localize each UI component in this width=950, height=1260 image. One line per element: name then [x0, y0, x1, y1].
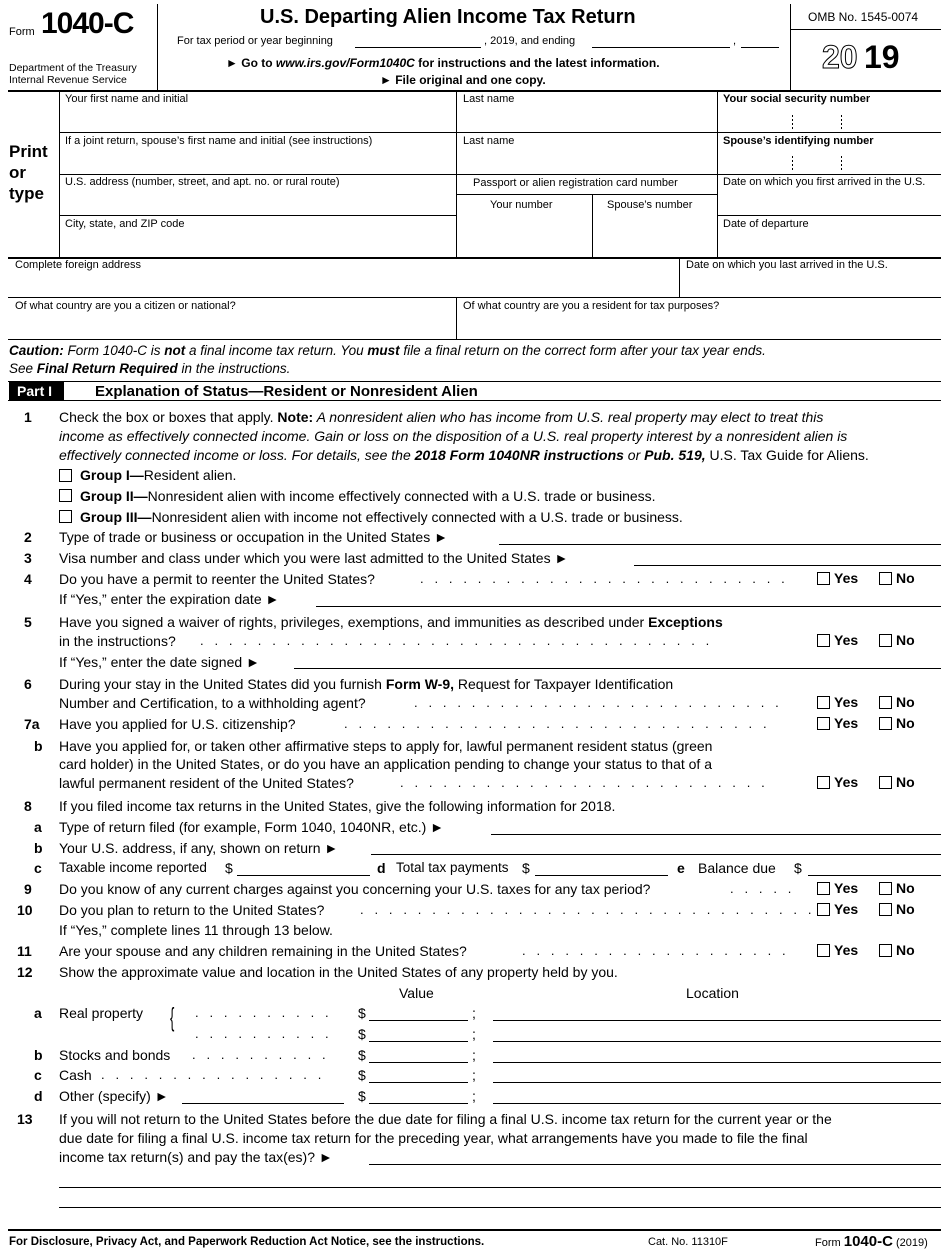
print-or-type: Print or type [9, 142, 48, 203]
line-8e-text: Balance due [698, 860, 776, 876]
balance-due-field[interactable] [808, 875, 941, 876]
line-12c-text: Cash [59, 1067, 92, 1083]
line-12a1-semi: ; [472, 1005, 476, 1021]
last-name-field[interactable] [457, 106, 717, 132]
line-12a-num: a [34, 1005, 42, 1021]
line-12c-leader: . . . . . . . . . . . . . . . . [101, 1067, 322, 1082]
line-12a-leader-1: . . . . . . . . . . [195, 1005, 329, 1020]
line-5-no-checkbox[interactable] [879, 634, 892, 647]
cash-location-field[interactable] [493, 1082, 941, 1083]
line-8-num: 8 [24, 798, 32, 814]
citizen-field[interactable] [9, 313, 456, 339]
line-11-num: 11 [17, 943, 32, 959]
line-7a-num: 7a [24, 716, 40, 732]
other-location-field[interactable] [493, 1103, 941, 1104]
line-10-yes-label: Yes [834, 901, 859, 917]
line-1-text-c: effectively connected income or loss. For details, see the 2018 Form 1040NR instructions or Pub. 519, U.S. Tax Guide for Aliens. [59, 447, 869, 463]
line-7b-leader: . . . . . . . . . . . . . . . . . . . . . . . . . . [400, 775, 765, 790]
line-7a-yes-label: Yes [834, 715, 859, 731]
line-4-num: 4 [24, 571, 32, 587]
line-10-yes-checkbox[interactable] [817, 903, 830, 916]
waiver-date-field[interactable] [294, 668, 941, 669]
foreign-address-label: Complete foreign address [15, 259, 141, 271]
line-7a-yes-checkbox[interactable] [817, 717, 830, 730]
line-6-text-b: Number and Certification, to a withholding agent? [59, 695, 366, 711]
line-12b-dollar: $ [358, 1047, 366, 1063]
line-12-text: Show the approximate value and location in the United States of any property held by you. [59, 964, 618, 980]
your-number-label: Your number [490, 199, 553, 211]
line-10-text: Do you plan to return to the United States? [59, 902, 325, 918]
return-type-field[interactable] [491, 834, 941, 835]
line-9-leader: . . . . . [730, 881, 792, 896]
line-7b-text-c: lawful permanent resident of the United States? [59, 775, 354, 791]
line-12b-semi: ; [472, 1047, 476, 1063]
other-specify-field[interactable] [182, 1103, 344, 1104]
line-12c-num: c [34, 1067, 42, 1083]
line-10-no-checkbox[interactable] [879, 903, 892, 916]
line-12a1-dollar: $ [358, 1005, 366, 1021]
line-7b-yes-label: Yes [834, 774, 859, 790]
spouse-id-field[interactable] [718, 148, 941, 174]
line-11-yes-label: Yes [834, 942, 859, 958]
period-end-field[interactable] [592, 47, 730, 48]
line-13-text-c: income tax return(s) and pay the tax(es)? ► [59, 1149, 333, 1165]
year-outline: 20 [822, 39, 858, 75]
line-9-yes-label: Yes [834, 880, 859, 896]
line-5-yes-label: Yes [834, 632, 859, 648]
spouse-first-name-field[interactable] [60, 148, 456, 174]
line-10-num: 10 [17, 902, 33, 918]
ssn-label: Your social security number [723, 93, 871, 105]
line-12d-semi: ; [472, 1088, 476, 1104]
line-10-sub: If “Yes,” complete lines 11 through 13 below. [59, 922, 333, 938]
line-7b-text-a: Have you applied for, or taken other affirmative steps to apply for, lawful permanent resident status (green [59, 738, 713, 754]
first-arrived-field[interactable] [718, 189, 941, 215]
line-13-text-a: If you will not return to the United States before the due date for filing a final U.S. income tax return for the current year or the [59, 1111, 832, 1127]
omb-number: OMB No. 1545-0074 [808, 10, 919, 24]
part-title: Explanation of Status—Resident or Nonresident Alien [95, 383, 478, 400]
line-6-yes-checkbox[interactable] [817, 696, 830, 709]
line-11-yes-checkbox[interactable] [817, 944, 830, 957]
line-7b-text-b: card holder) in the United States, or do you have an application pending to change your status to that of a [59, 756, 712, 772]
value-header: Value [399, 985, 434, 1001]
line-7b-no-label: No [896, 774, 915, 790]
part-tag: Part I [9, 382, 64, 400]
line-1-num: 1 [24, 409, 32, 425]
line-9-num: 9 [24, 881, 32, 897]
line-7b-num: b [34, 738, 43, 754]
brace-icon: { [170, 1002, 175, 1032]
line-11-no-label: No [896, 942, 915, 958]
period-comma: , [733, 35, 737, 47]
us-address-field[interactable] [60, 189, 456, 215]
stocks-value-field[interactable] [369, 1062, 468, 1063]
footer-form: Form 1040-C (2019) [815, 1233, 928, 1250]
line-12c-dollar: $ [358, 1067, 366, 1083]
line-8b-text: Your U.S. address, if any, shown on return ► [59, 840, 339, 856]
line-5-text-a: Have you signed a waiver of rights, privileges, exemptions, and immunities as described under Exceptions [59, 614, 723, 630]
other-value-field[interactable] [369, 1103, 468, 1104]
spouse-last-name-field[interactable] [457, 148, 717, 174]
year-bold: 19 [864, 39, 900, 75]
line-5-yes-checkbox[interactable] [817, 634, 830, 647]
line-4-yes-checkbox[interactable] [817, 572, 830, 585]
line-4-no-checkbox[interactable] [879, 572, 892, 585]
spouse-number-label: Spouse’s number [607, 199, 693, 211]
return-address-field[interactable] [371, 854, 941, 855]
period-mid: , 2019, and ending [484, 35, 576, 47]
line-1-text-a: Check the box or boxes that apply. Note: A nonresident alien who has income from U.S. real property may elect to treat this [59, 409, 824, 425]
form-word: Form [9, 26, 35, 38]
taxable-income-field[interactable] [237, 875, 370, 876]
line-12b-leader: . . . . . . . . . . [192, 1047, 326, 1062]
line-12a2-dollar: $ [358, 1026, 366, 1042]
line-12d-dollar: $ [358, 1088, 366, 1104]
line-6-num: 6 [24, 676, 32, 692]
line-7b-yes-checkbox[interactable] [817, 776, 830, 789]
line-4-leader: . . . . . . . . . . . . . . . . . . . . . . . . . . [420, 571, 785, 586]
line-8e-num: e [677, 860, 685, 876]
line-11-text: Are your spouse and any children remaining in the United States? [59, 943, 467, 959]
line-7b-no-checkbox[interactable] [879, 776, 892, 789]
line-13-num: 13 [17, 1111, 33, 1127]
line-12d-text: Other (specify) ► [59, 1088, 169, 1104]
line-12b-num: b [34, 1047, 43, 1063]
line-8a-text: Type of return filed (for example, Form 1040, 1040NR, etc.) ► [59, 819, 445, 835]
period-prefix: For tax period or year beginning [177, 35, 333, 47]
last-arrived-field[interactable] [680, 272, 941, 298]
real-property-location-2[interactable] [493, 1041, 941, 1042]
line-6-text-a: During your stay in the United States did you furnish Form W-9, Request for Taxpayer Identification [59, 676, 674, 692]
departure-label: Date of departure [723, 218, 809, 230]
departure-field[interactable] [718, 231, 941, 257]
line-5-leader: . . . . . . . . . . . . . . . . . . . . . . . . . . . . . . . . . . . . [200, 633, 710, 648]
real-property-location-1[interactable] [493, 1020, 941, 1021]
occupation-field[interactable] [499, 544, 941, 545]
line-4-yes-label: Yes [834, 570, 859, 586]
line-12a2-semi: ; [472, 1026, 476, 1042]
line-8d-dollar: $ [522, 860, 530, 876]
line-13-text-b: due date for filing a final U.S. income tax return for the preceding year, what arrangements have you made to file the final [59, 1130, 808, 1146]
arrangements-field-1[interactable] [369, 1164, 941, 1165]
stocks-location-field[interactable] [493, 1062, 941, 1063]
line-3-text: Visa number and class under which you were last admitted to the United States ► [59, 550, 569, 566]
line-12c-semi: ; [472, 1067, 476, 1083]
footer-notice: For Disclosure, Privacy Act, and Paperwork Reduction Act Notice, see the instructions. [9, 1236, 485, 1248]
location-header: Location [686, 985, 739, 1001]
city-label: City, state, and ZIP code [65, 218, 185, 230]
line-1-text-b: income as effectively connected income. Gain or loss on the disposition of a U.S. real property interest by a nonresident alien is [59, 428, 848, 444]
real-property-value-2[interactable] [369, 1041, 468, 1042]
period-begin-field[interactable] [355, 47, 481, 48]
goto-line: ► Go to www.irs.gov/Form1040C for instructions and the latest information. [226, 56, 660, 70]
line-8b-num: b [34, 840, 43, 856]
line-12a-text: Real property [59, 1005, 144, 1021]
line-8c-dollar: $ [225, 860, 233, 876]
caution-line-2: See Final Return Required in the instructions. [9, 361, 291, 376]
group-2-label: Group II—Nonresident alien with income effectively connected with a U.S. trade or business. [80, 488, 656, 504]
spouse-last-name-label: Last name [463, 135, 515, 147]
line-6-leader: . . . . . . . . . . . . . . . . . . . . . . . . . . [414, 695, 779, 710]
line-6-yes-label: Yes [834, 694, 859, 710]
passport-label: Passport or alien registration card number [473, 177, 678, 189]
spouse-passport-number-field[interactable] [593, 215, 717, 257]
group-1-checkbox[interactable] [59, 469, 72, 482]
city-field[interactable] [60, 231, 456, 257]
line-12d-num: d [34, 1088, 43, 1104]
line-9-text: Do you know of any current charges against you concerning your U.S. taxes for any tax period? [59, 881, 651, 897]
line-5-num: 5 [24, 614, 32, 630]
resident-field[interactable] [457, 313, 941, 339]
line-7a-text: Have you applied for U.S. citizenship? [59, 716, 296, 732]
line-8c-text: Taxable income reported [59, 860, 207, 875]
ssn-field[interactable] [718, 106, 941, 132]
line-7a-no-checkbox[interactable] [879, 717, 892, 730]
line-9-yes-checkbox[interactable] [817, 882, 830, 895]
line-4-sub: If “Yes,” enter the expiration date ► [59, 591, 280, 607]
line-8d-text: Total tax payments [396, 860, 509, 875]
line-10-leader: . . . . . . . . . . . . . . . . . . . . . . . . . . . . . . . . [360, 902, 812, 917]
cash-value-field[interactable] [369, 1082, 468, 1083]
permit-expiration-field[interactable] [316, 606, 941, 607]
tax-payments-field[interactable] [535, 875, 668, 876]
line-2-text: Type of trade or business or occupation in the United States ► [59, 529, 448, 545]
line-5-no-label: No [896, 632, 915, 648]
group-3-checkbox[interactable] [59, 510, 72, 523]
line-12-num: 12 [17, 964, 33, 980]
line-9-no-label: No [896, 880, 915, 896]
period-year-field[interactable] [741, 47, 779, 48]
your-passport-number-field[interactable] [457, 215, 592, 257]
line-6-no-checkbox[interactable] [879, 696, 892, 709]
dept-treasury: Department of the Treasury [9, 62, 137, 74]
caution-line-1: Caution: Form 1040-C is not a final income tax return. You must file a final return on the correct form after your tax year ends. [9, 343, 766, 358]
line-8a-num: a [34, 819, 42, 835]
resident-label: Of what country are you a resident for tax purposes? [463, 300, 720, 312]
form-title: U.S. Departing Alien Income Tax Return [260, 6, 636, 28]
line-5-sub: If “Yes,” enter the date signed ► [59, 654, 260, 670]
line-8e-dollar: $ [794, 860, 802, 876]
real-property-value-1[interactable] [369, 1020, 468, 1021]
spouse-first-name-label: If a joint return, spouse’s first name and initial (see instructions) [65, 135, 373, 147]
line-8d-num: d [377, 860, 386, 876]
citizen-label: Of what country are you a citizen or national? [15, 300, 236, 312]
visa-field[interactable] [634, 565, 941, 566]
group-2-checkbox[interactable] [59, 489, 72, 502]
line-2-num: 2 [24, 529, 32, 545]
line-9-no-checkbox[interactable] [879, 882, 892, 895]
file-line: ► File original and one copy. [380, 73, 546, 87]
foreign-address-field[interactable] [9, 272, 679, 298]
arrangements-field-2[interactable] [59, 1187, 941, 1188]
line-4-text: Do you have a permit to reenter the United States? [59, 571, 375, 587]
line-8c-num: c [34, 860, 42, 876]
line-12b-text: Stocks and bonds [59, 1047, 171, 1063]
line-6-no-label: No [896, 694, 915, 710]
group-3-label: Group III—Nonresident alien with income not effectively connected with a U.S. trade or business. [80, 509, 683, 525]
line-3-num: 3 [24, 550, 32, 566]
line-10-no-label: No [896, 901, 915, 917]
spouse-id-label: Spouse’s identifying number [723, 135, 874, 147]
first-name-label: Your first name and initial [65, 93, 189, 105]
line-11-leader: . . . . . . . . . . . . . . . . . . . [522, 943, 786, 958]
last-name-label: Last name [463, 93, 515, 105]
first-arrived-label: Date on which you first arrived in the U.S. [723, 176, 926, 188]
first-name-field[interactable] [60, 106, 456, 132]
form-number: 1040-C [41, 7, 134, 40]
us-address-label: U.S. address (number, street, and apt. no. or rural route) [65, 176, 340, 188]
line-12a-leader-2: . . . . . . . . . . [195, 1026, 329, 1041]
line-7a-leader: . . . . . . . . . . . . . . . . . . . . . . . . . . . . . . [344, 716, 767, 731]
group-1-label: Group I—Resident alien. [80, 467, 237, 483]
arrangements-field-3[interactable] [59, 1207, 941, 1208]
line-7a-no-label: No [896, 715, 915, 731]
line-8-text: If you filed income tax returns in the United States, give the following information for 2018. [59, 798, 616, 814]
line-11-no-checkbox[interactable] [879, 944, 892, 957]
irs: Internal Revenue Service [9, 74, 127, 86]
line-5-text-b: in the instructions? [59, 633, 176, 649]
last-arrived-label: Date on which you last arrived in the U.S. [686, 259, 888, 271]
line-4-no-label: No [896, 570, 915, 586]
footer-cat: Cat. No. 11310F [648, 1236, 728, 1248]
